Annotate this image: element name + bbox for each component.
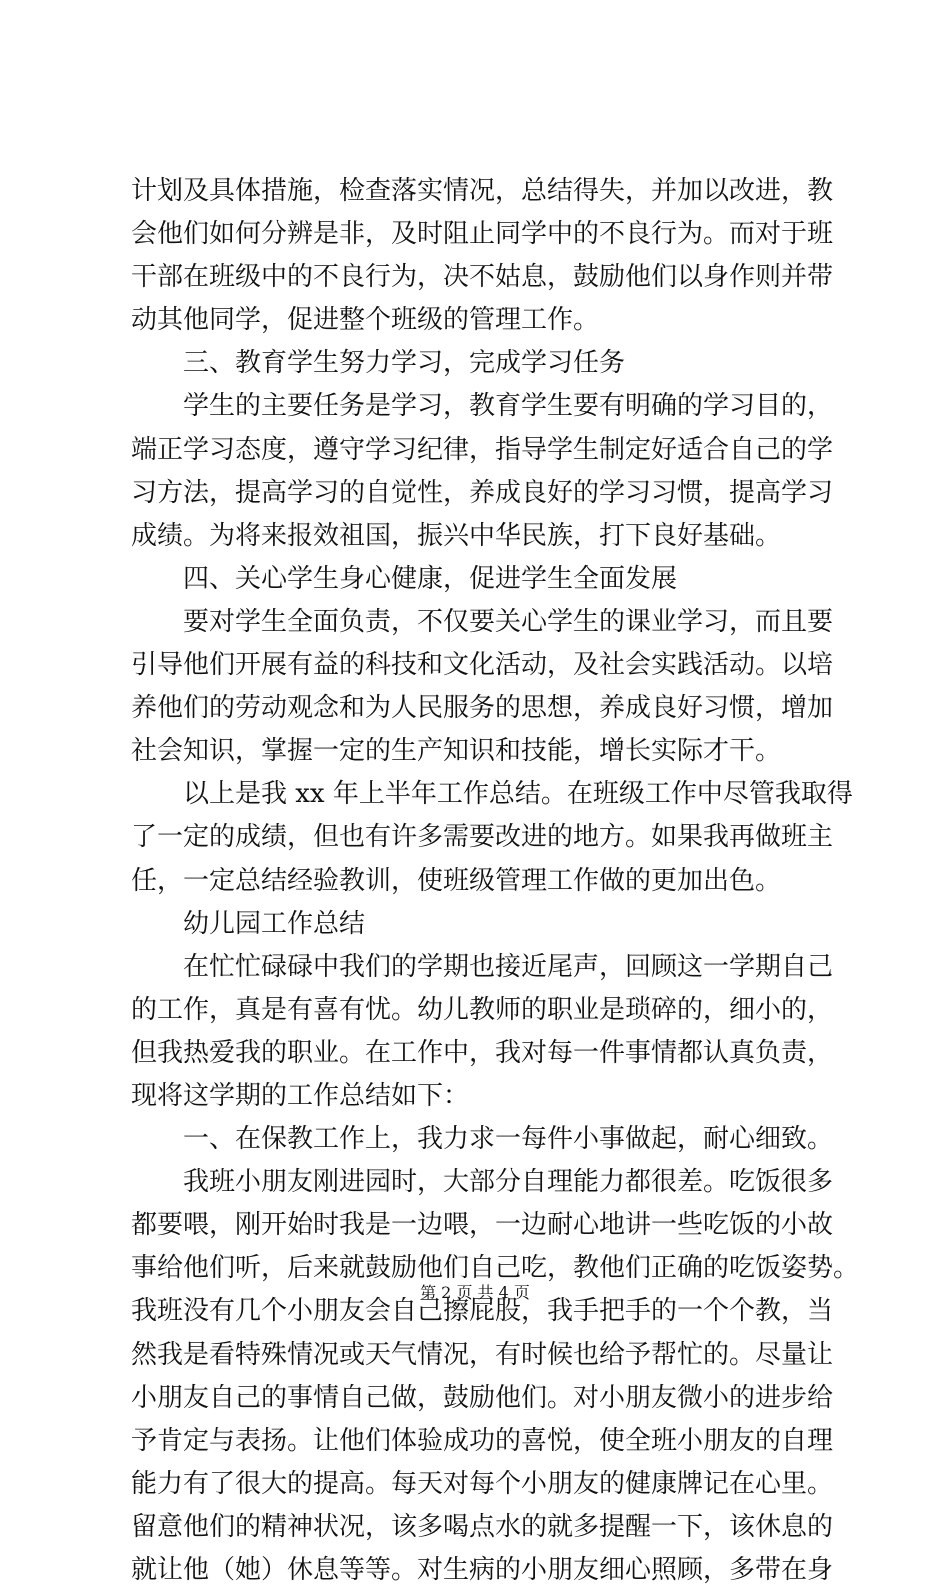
text-line: 端正学习态度，遵守学习纪律，指导学生制定好适合自己的学 [131, 434, 834, 465]
text-line: 就让他（她）休息等等。对生病的小朋友细心照顾，多带在身 [131, 1555, 834, 1585]
text-line: 养他们的劳动观念和为人民服务的思想，养成良好习惯，增加 [131, 693, 834, 724]
text-line: 事给他们听，后来就鼓励他们自己吃，教他们正确的吃饭姿势。 [131, 1253, 860, 1284]
text-line: 现将这学期的工作总结如下： [131, 1080, 470, 1111]
section-heading: 一、在保教工作上，我力求一每件小事做起，耐心细致。 [183, 1124, 834, 1155]
section-heading: 四、关心学生身心健康，促进学生全面发展 [183, 563, 678, 594]
text-line: 都要喂，刚开始时我是一边喂，一边耐心地讲一些吃饭的小故 [131, 1210, 834, 1241]
text-line: 社会知识，掌握一定的生产知识和技能，增长实际才干。 [131, 736, 782, 767]
text-line: 引导他们开展有益的科技和文化活动，及社会实践活动。以培 [131, 650, 834, 681]
text-line: 任，一定总结经验教训，使班级管理工作做的更加出色。 [131, 865, 782, 896]
paragraph-first-line: 以上是我 xx 年上半年工作总结。在班级工作中尽管我取得 [183, 779, 853, 810]
text-line: 小朋友自己的事情自己做，鼓励他们。对小朋友微小的进步给 [131, 1382, 834, 1413]
text-line: 动其他同学，促进整个班级的管理工作。 [131, 305, 600, 336]
paragraph-first-line: 要对学生全面负责，不仅要关心学生的课业学习，而且要 [183, 606, 834, 637]
text-line: 成绩。为将来报效祖国，振兴中华民族，打下良好基础。 [131, 520, 782, 551]
text-line: 了一定的成绩，但也有许多需要改进的地方。如果我再做班主 [131, 822, 834, 853]
page-number-footer: 第 2 页 共 4 页 [420, 1283, 530, 1302]
document-title: 幼儿园工作总结 [183, 908, 366, 939]
text-line: 会他们如何分辨是非，及时阻止同学中的不良行为。而对于班 [131, 219, 834, 250]
text-line: 予肯定与表扬。让他们体验成功的喜悦，使全班小朋友的自理 [131, 1425, 834, 1456]
document-body [131, 170, 860, 1592]
text-line: 但我热爱我的职业。在工作中，我对每一件事情都认真负责， [131, 1037, 834, 1068]
paragraph-first-line: 学生的主要任务是学习，教育学生要有明确的学习目的， [183, 391, 834, 422]
text-line: 然我是看特殊情况或天气情况，有时候也给予帮忙的。尽量让 [131, 1339, 834, 1370]
text-line: 计划及具体措施，检查落实情况，总结得失，并加以改进，教 [131, 176, 834, 206]
text-line: 干部在班级中的不良行为，决不姑息，鼓励他们以身作则并带 [131, 262, 834, 293]
text-line: 的工作，真是有喜有忧。幼儿教师的职业是琐碎的，细小的， [131, 994, 834, 1025]
text-line: 我班没有几个小朋友会自己擦屁股，我手把手的一个个教，当 [131, 1296, 834, 1327]
paragraph-first-line: 我班小朋友刚进园时，大部分自理能力都很差。吃饭很多 [183, 1167, 834, 1198]
text-line: 留意他们的精神状况，该多喝点水的就多提醒一下，该休息的 [131, 1511, 834, 1542]
paragraph-first-line: 在忙忙碌碌中我们的学期也接近尾声，回顾这一学期自己 [183, 951, 834, 982]
text-line: 能力有了很大的提高。每天对每个小朋友的健康牌记在心里。 [131, 1468, 834, 1499]
section-heading: 三、教育学生努力学习，完成学习任务 [183, 348, 626, 379]
text-line: 习方法，提高学习的自觉性，养成良好的学习习惯，提高学习 [131, 477, 834, 508]
